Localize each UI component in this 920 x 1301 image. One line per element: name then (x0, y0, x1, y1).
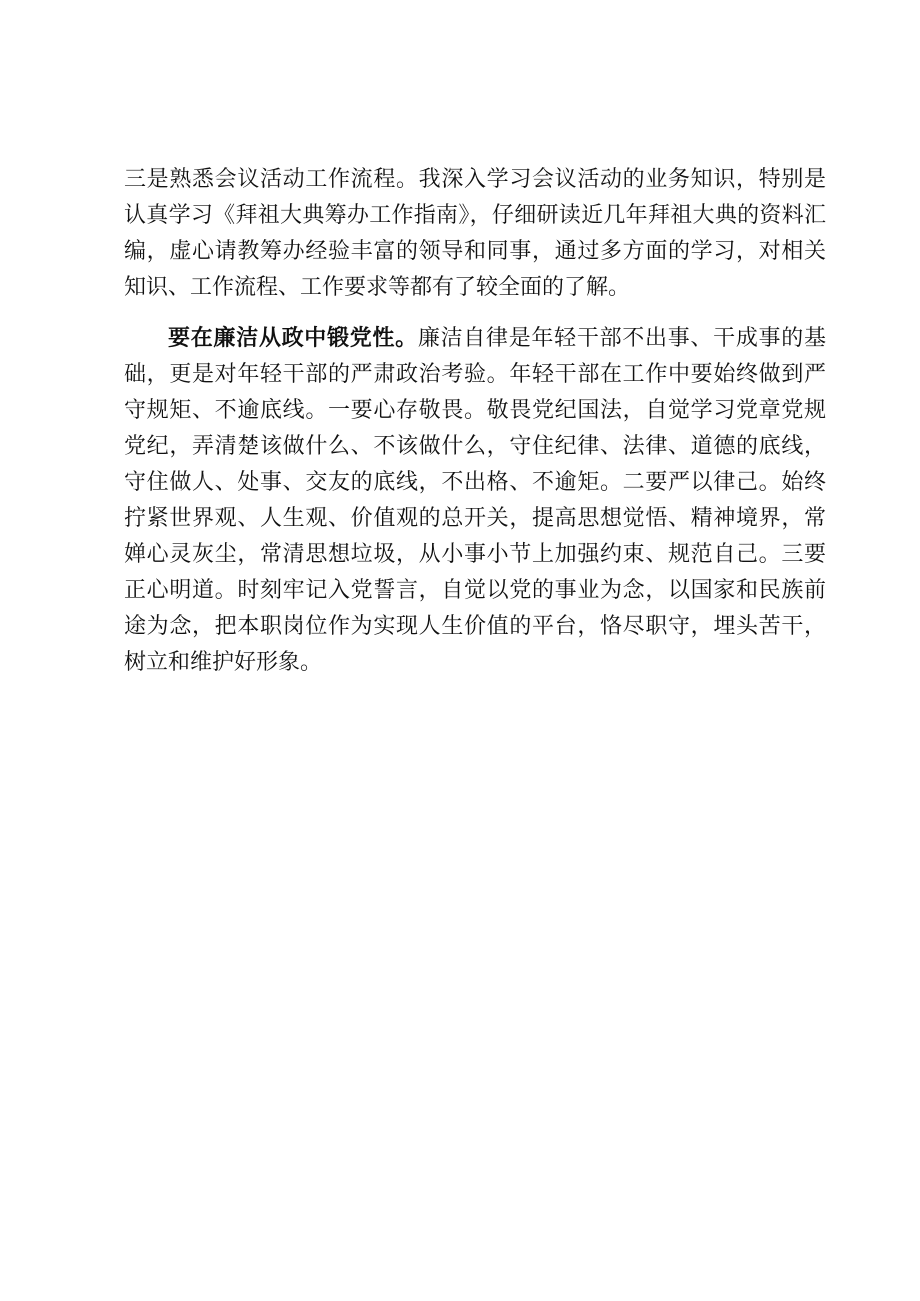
document-body (124, 162, 826, 695)
paragraph-integrity (124, 320, 826, 681)
paragraph-lead-heading: 要在廉洁从政中锻党性。 (168, 325, 418, 351)
paragraph-meeting-workflow (124, 162, 826, 306)
paragraph-text: 廉洁自律是年轻干部不出事、干成事的基础，更是对年轻干部的严肃政治考验。年轻干部在工作中要始终做到严守规矩、不逾底线。一要心存敬畏。敬畏党纪国法，自觉学习党章党规党纪，弄清楚该做什么、不该做什么，守住纪律、法律、道德的底线，守住做人、处事、交友的底线，不出格、不逾矩。二要严以律己。始终拧紧世界观、人生观、价值观的总开关，提高思想觉悟、精神境界，常婵心灵灰尘，常清思想垃圾，从小事小节上加强约束、规范自己。三要正心明道。时刻牢记入党誓言，自觉以党的事业为念，以国家和民族前途为念，把本职岗位作为实现人生价值的平台，恪尽职守，埋头苦干，树立和维护好形象。 (124, 326, 826, 675)
paragraph-text: 三是熟悉会议活动工作流程。我深入学习会议活动的业务知识，特别是认真学习《拜祖大典筹办工作指南》，仔细研读近几年拜祖大典的资料汇编，虚心请教筹办经验丰富的领导和同事，通过多方面的学习，对相关知识、工作流程、工作要求等都有了较全面的了解。 (124, 167, 826, 300)
